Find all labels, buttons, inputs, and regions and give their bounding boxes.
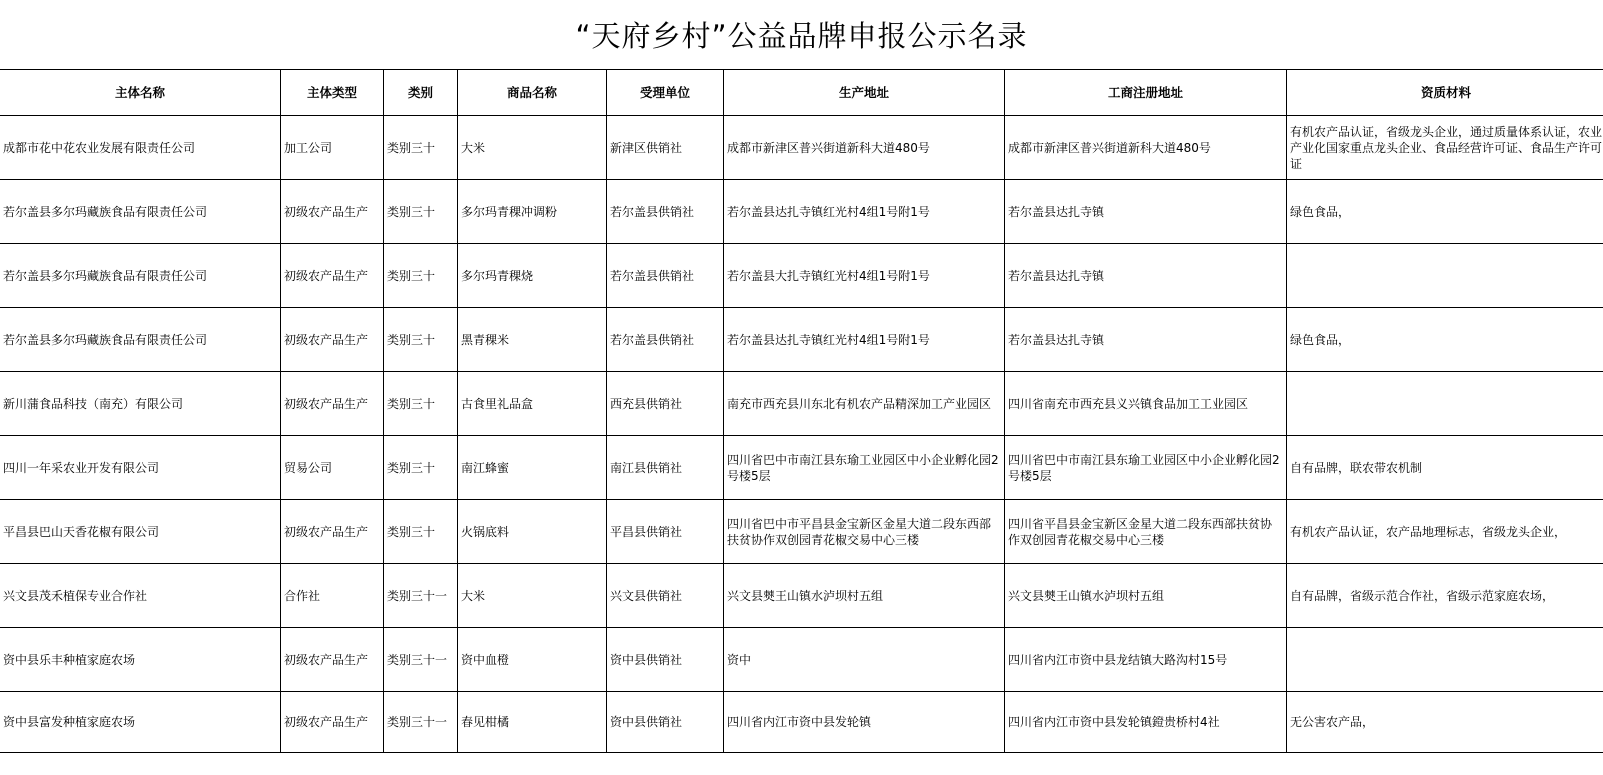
table-row (0, 244, 1603, 308)
cell-product-name: 火锅底料 (458, 500, 607, 564)
cell-product-name: 大米 (458, 116, 607, 180)
cell-accepting-unit: 兴文县供销社 (607, 564, 724, 628)
cell-accepting-unit: 若尔盖县供销社 (607, 308, 724, 372)
registry-table (0, 69, 1603, 753)
cell-category: 类别三十一 (384, 628, 458, 692)
col-header-category: 类别 (384, 70, 458, 116)
cell-category: 类别三十一 (384, 692, 458, 753)
cell-product-name: 南江蜂蜜 (458, 436, 607, 500)
cell-entity-name: 四川一年采农业开发有限公司 (0, 436, 281, 500)
cell-production-address: 成都市新津区普兴街道新科大道480号 (724, 116, 1005, 180)
col-header-accepting-unit: 受理单位 (607, 70, 724, 116)
cell-accepting-unit: 若尔盖县供销社 (607, 180, 724, 244)
cell-entity-name: 若尔盖县多尔玛藏族食品有限责任公司 (0, 308, 281, 372)
cell-production-address: 若尔盖县达扎寺镇红光村4组1号附1号 (724, 308, 1005, 372)
cell-qualifications (1287, 628, 1603, 692)
cell-category: 类别三十 (384, 244, 458, 308)
cell-category: 类别三十 (384, 436, 458, 500)
cell-category: 类别三十 (384, 180, 458, 244)
cell-production-address: 资中 (724, 628, 1005, 692)
cell-category: 类别三十 (384, 372, 458, 436)
cell-product-name: 资中血橙 (458, 628, 607, 692)
cell-registered-address: 四川省巴中市南江县东瑜工业园区中小企业孵化园2号楼5层 (1005, 436, 1287, 500)
cell-qualifications: 有机农产品认证，农产品地理标志，省级龙头企业， (1287, 500, 1603, 564)
table-row (0, 180, 1603, 244)
cell-qualifications: 绿色食品， (1287, 308, 1603, 372)
cell-production-address: 兴文县僰王山镇水泸坝村五组 (724, 564, 1005, 628)
cell-production-address: 若尔盖县大扎寺镇红光村4组1号附1号 (724, 244, 1005, 308)
cell-registered-address: 四川省内江市资中县发轮镇鐙贵桥村4社 (1005, 692, 1287, 753)
cell-qualifications: 绿色食品， (1287, 180, 1603, 244)
cell-qualifications: 自有品牌，联农带农机制 (1287, 436, 1603, 500)
cell-accepting-unit: 资中县供销社 (607, 692, 724, 753)
cell-accepting-unit: 资中县供销社 (607, 628, 724, 692)
cell-production-address: 四川省巴中市南江县东瑜工业园区中小企业孵化园2号楼5层 (724, 436, 1005, 500)
cell-registered-address: 若尔盖县达扎寺镇 (1005, 308, 1287, 372)
cell-entity-type: 贸易公司 (281, 436, 384, 500)
cell-entity-type: 初级农产品生产 (281, 692, 384, 753)
cell-production-address: 南充市西充县川东北有机农产品精深加工产业园区 (724, 372, 1005, 436)
table-row (0, 116, 1603, 180)
cell-registered-address: 若尔盖县达扎寺镇 (1005, 244, 1287, 308)
cell-accepting-unit: 平昌县供销社 (607, 500, 724, 564)
cell-entity-name: 若尔盖县多尔玛藏族食品有限责任公司 (0, 244, 281, 308)
cell-entity-type: 初级农产品生产 (281, 372, 384, 436)
cell-registered-address: 兴文县僰王山镇水泸坝村五组 (1005, 564, 1287, 628)
table-row (0, 692, 1603, 753)
col-header-product-name: 商品名称 (458, 70, 607, 116)
page-title: “天府乡村”公益品牌申报公示名录 (575, 19, 1028, 53)
cell-accepting-unit: 新津区供销社 (607, 116, 724, 180)
cell-entity-name: 新川蒲食品科技（南充）有限公司 (0, 372, 281, 436)
cell-product-name: 多尔玛青稞冲调粉 (458, 180, 607, 244)
header-row (0, 70, 1603, 116)
cell-registered-address: 四川省内江市资中县龙结镇大路沟村15号 (1005, 628, 1287, 692)
cell-accepting-unit: 南江县供销社 (607, 436, 724, 500)
cell-entity-name: 资中县乐丰种植家庭农场 (0, 628, 281, 692)
cell-qualifications (1287, 244, 1603, 308)
col-header-entity-type: 主体类型 (281, 70, 384, 116)
cell-registered-address: 成都市新津区普兴街道新科大道480号 (1005, 116, 1287, 180)
table-row (0, 372, 1603, 436)
col-header-qualifications: 资质材料 (1287, 70, 1603, 116)
cell-entity-name: 资中县富发种植家庭农场 (0, 692, 281, 753)
cell-entity-type: 初级农产品生产 (281, 308, 384, 372)
table-row (0, 628, 1603, 692)
cell-product-name: 黑青稞米 (458, 308, 607, 372)
col-header-entity-name: 主体名称 (0, 70, 281, 116)
cell-entity-type: 合作社 (281, 564, 384, 628)
cell-category: 类别三十一 (384, 564, 458, 628)
cell-entity-type: 加工公司 (281, 116, 384, 180)
cell-product-name: 春见柑橘 (458, 692, 607, 753)
cell-production-address: 四川省内江市资中县发轮镇 (724, 692, 1005, 753)
cell-category: 类别三十 (384, 116, 458, 180)
cell-entity-name: 兴文县茂禾植保专业合作社 (0, 564, 281, 628)
cell-entity-type: 初级农产品生产 (281, 244, 384, 308)
cell-accepting-unit: 西充县供销社 (607, 372, 724, 436)
cell-entity-type: 初级农产品生产 (281, 628, 384, 692)
cell-qualifications: 无公害农产品， (1287, 692, 1603, 753)
cell-production-address: 若尔盖县达扎寺镇红光村4组1号附1号 (724, 180, 1005, 244)
table-row (0, 500, 1603, 564)
cell-entity-type: 初级农产品生产 (281, 500, 384, 564)
cell-qualifications (1287, 372, 1603, 436)
cell-entity-name: 若尔盖县多尔玛藏族食品有限责任公司 (0, 180, 281, 244)
cell-production-address: 四川省巴中市平昌县金宝新区金星大道二段东西部扶贫协作双创园青花椒交易中心三楼 (724, 500, 1005, 564)
col-header-registered-address: 工商注册地址 (1005, 70, 1287, 116)
cell-category: 类别三十 (384, 500, 458, 564)
cell-registered-address: 四川省南充市西充县义兴镇食品加工工业园区 (1005, 372, 1287, 436)
table-row (0, 308, 1603, 372)
cell-registered-address: 若尔盖县达扎寺镇 (1005, 180, 1287, 244)
cell-qualifications: 有机农产品认证，省级龙头企业，通过质量体系认证，农业产业化国家重点龙头企业、食品经营许可证、食品生产许可证 (1287, 116, 1603, 180)
cell-product-name: 多尔玛青稞烧 (458, 244, 607, 308)
cell-registered-address: 四川省平昌县金宝新区金星大道二段东西部扶贫协作双创园青花椒交易中心三楼 (1005, 500, 1287, 564)
cell-entity-name: 平昌县巴山天香花椒有限公司 (0, 500, 281, 564)
cell-accepting-unit: 若尔盖县供销社 (607, 244, 724, 308)
table-row (0, 436, 1603, 500)
table-row (0, 564, 1603, 628)
cell-qualifications: 自有品牌，省级示范合作社，省级示范家庭农场， (1287, 564, 1603, 628)
cell-product-name: 古食里礼品盒 (458, 372, 607, 436)
cell-entity-type: 初级农产品生产 (281, 180, 384, 244)
cell-entity-name: 成都市花中花农业发展有限责任公司 (0, 116, 281, 180)
cell-product-name: 大米 (458, 564, 607, 628)
col-header-production-address: 生产地址 (724, 70, 1005, 116)
cell-category: 类别三十 (384, 308, 458, 372)
